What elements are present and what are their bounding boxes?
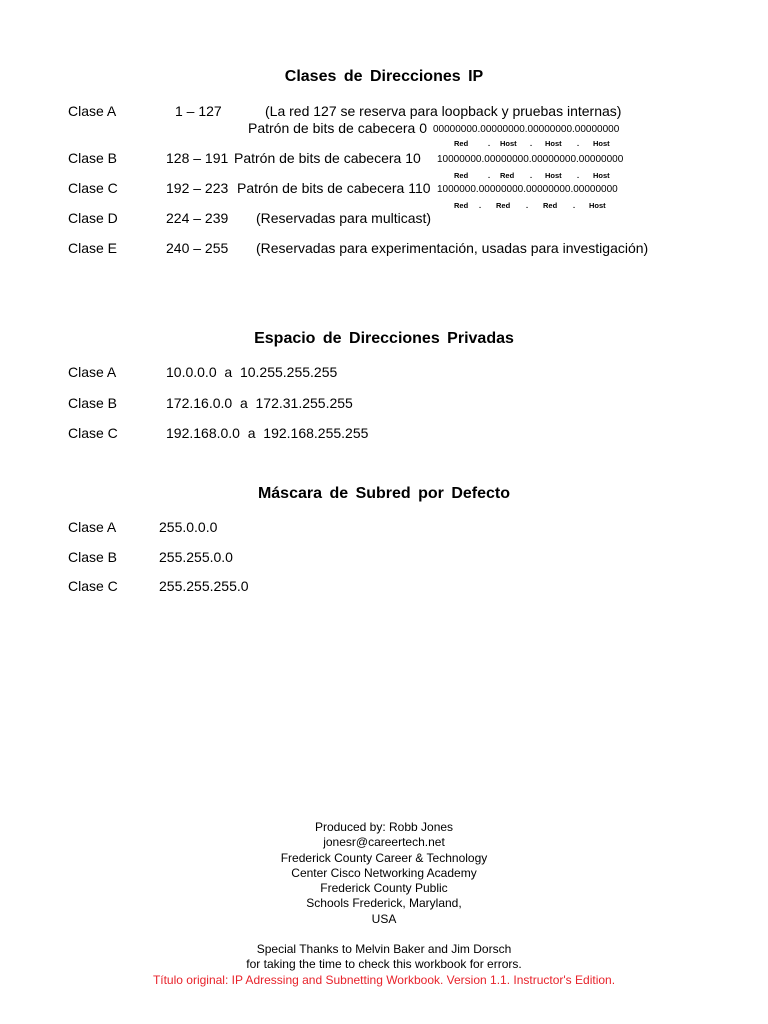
private-class-label: Clase A	[68, 364, 117, 380]
thanks-line: Special Thanks to Melvin Baker and Jim Dorsch	[256, 942, 512, 956]
original-title-note: Título original: IP Adressing and Subnetting Workbook. Version 1.1. Instructor's Edition.	[152, 972, 616, 987]
class-a-range: 1 – 127	[175, 103, 222, 119]
class-b-bits: 10000000.00000000.00000000.00000000	[437, 154, 624, 165]
class-a-bit-label: Red	[454, 139, 469, 148]
class-b-label: Clase B	[68, 150, 118, 166]
class-a-bit-label: Host	[545, 139, 562, 148]
classes-title: Clases de Direcciones IP	[284, 68, 484, 85]
mask-class-label: Clase B	[68, 549, 118, 565]
credits-line: Center Cisco Networking Academy	[291, 865, 477, 880]
class-e-note: (Reservadas para experimentación, usadas para investigación)	[256, 240, 649, 256]
credits-line: USA	[371, 911, 397, 926]
private-range: 172.16.0.0 a 172.31.255.255	[166, 395, 353, 411]
mask-title: Máscara de Subred por Defecto	[257, 485, 511, 502]
mask-value: 255.255.0.0	[159, 549, 233, 565]
mask-value: 255.255.255.0	[159, 578, 249, 594]
class-c-pattern: Patrón de bits de cabecera 110	[237, 180, 431, 196]
class-d-label: Clase D	[68, 210, 118, 226]
class-b-bit-label: .	[577, 171, 580, 180]
thanks-block	[0, 942, 768, 988]
class-d-note: (Reservadas para multicast)	[256, 210, 432, 226]
class-c-label: Clase C	[68, 180, 118, 196]
private-range: 192.168.0.0 a 192.168.255.255	[166, 425, 369, 441]
thanks-line: for taking the time to check this workbook for errors.	[246, 957, 522, 972]
class-a-bit-label: .	[488, 139, 491, 148]
class-a-label: Clase A	[68, 103, 117, 119]
class-d-range: 224 – 239	[166, 210, 229, 226]
class-b-bit-label: Red	[500, 171, 515, 180]
private-title: Espacio de Direcciones Privadas	[254, 330, 514, 347]
credits-email: jonesr@careertech.net	[323, 835, 445, 850]
mask-class-label: Clase A	[68, 519, 117, 535]
class-b-bit-label: Red	[454, 171, 469, 180]
class-c-range: 192 – 223	[166, 180, 229, 196]
private-range: 10.0.0.0 a 10.255.255.255	[166, 364, 338, 380]
class-c-bit-label: .	[479, 201, 482, 210]
class-b-bit-label: Host	[593, 171, 610, 180]
class-b-pattern: Patrón de bits de cabecera 10	[234, 150, 421, 166]
class-a-pattern: Patrón de bits de cabecera 0	[248, 120, 428, 136]
class-c-bit-label: Host	[589, 201, 606, 210]
class-a-bit-label: .	[530, 139, 533, 148]
class-e-label: Clase E	[68, 240, 118, 256]
class-e-range: 240 – 255	[166, 240, 229, 256]
class-c-bits: 1000000.00000000.00000000.00000000	[437, 184, 618, 195]
credits-line: Schools Frederick, Maryland,	[306, 896, 462, 911]
class-b-bit-label: Host	[545, 171, 562, 180]
private-class-label: Clase B	[68, 395, 118, 411]
class-c-bit-label: Red	[454, 201, 469, 210]
class-b-bit-label: .	[530, 171, 533, 180]
credits-line: Frederick County Career & Technology	[280, 850, 488, 865]
class-a-bit-label: Host	[500, 139, 517, 148]
class-c-bit-label: Red	[543, 201, 558, 210]
mask-class-label: Clase C	[68, 578, 118, 594]
class-a-bits: 00000000.00000000.00000000.00000000	[433, 124, 620, 135]
class-a-bit-label: .	[577, 139, 580, 148]
class-b-bit-label: .	[488, 171, 491, 180]
credits-block	[0, 820, 768, 927]
class-a-bit-label: Host	[593, 139, 610, 148]
credits-line: Produced by: Robb Jones	[314, 820, 454, 834]
class-c-bit-label: .	[573, 201, 576, 210]
class-c-bit-label: Red	[496, 201, 511, 210]
class-b-range: 128 – 191	[166, 150, 229, 166]
private-class-label: Clase C	[68, 425, 118, 441]
mask-value: 255.0.0.0	[159, 519, 218, 535]
class-c-bit-label: .	[526, 201, 529, 210]
credits-line: Frederick County Public	[320, 881, 448, 896]
class-a-note: (La red 127 se reserva para loopback y pruebas internas)	[265, 103, 622, 119]
